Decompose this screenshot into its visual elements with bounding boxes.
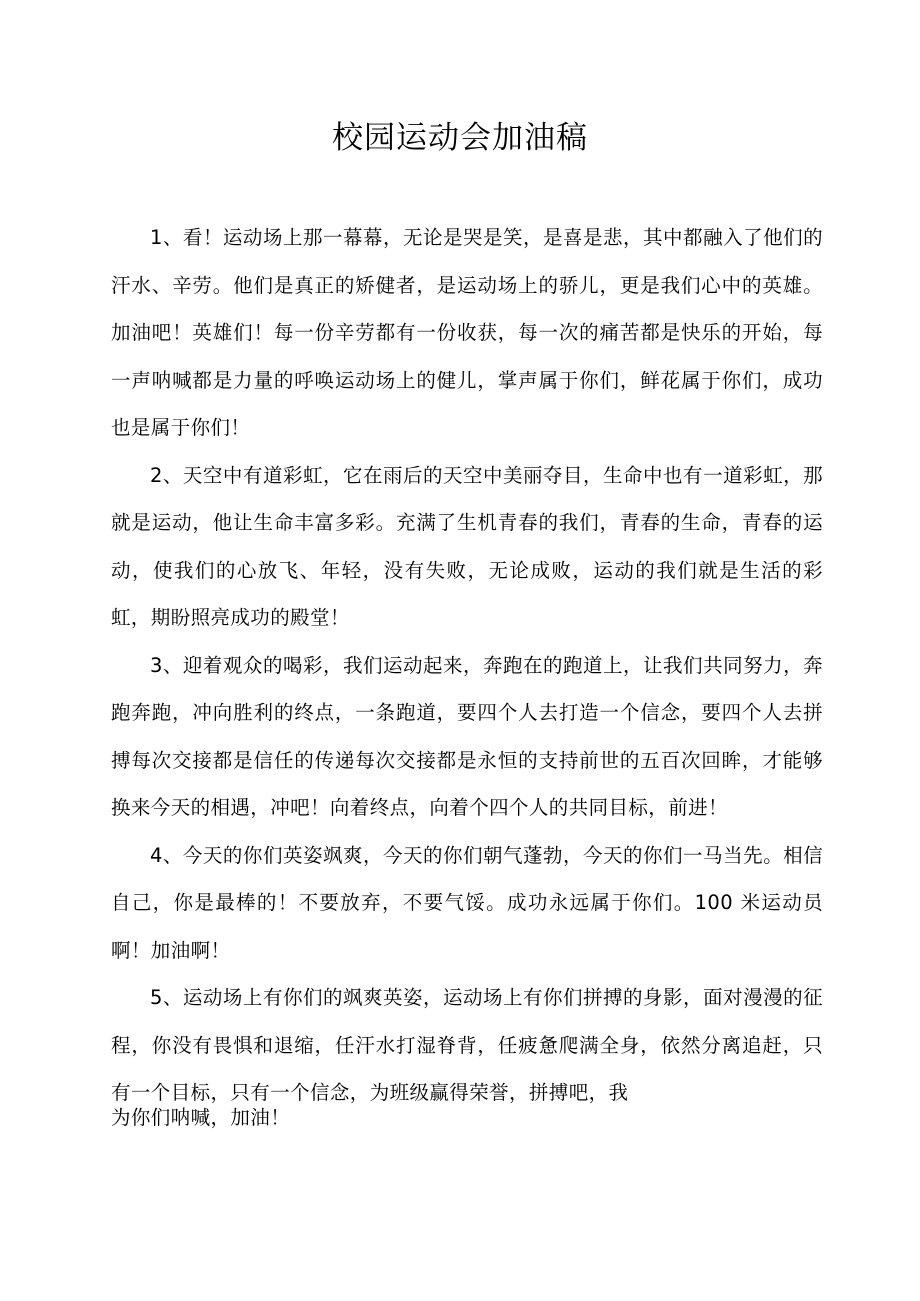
document-body: [111, 214, 823, 1131]
paragraph-4: 4、今天的你们英姿飒爽，今天的你们朝气蓬勃，今天的你们一马当先。相信自己，你是最棒的！不要放弃，不要气馁。成功永远属于你们。100 米运动员啊！加油啊！: [111, 843, 823, 962]
paragraph-2: 2、天空中有道彩虹，它在雨后的天空中美丽夺目，生命中也有一道彩虹，那就是运动，他让生命丰富多彩。充满了生机青春的我们，青春的生命，青春的运动，使我们的心放飞、年轻，没有失败，无论成败，运动的我们就是生活的彩虹，期盼照亮成功的殿堂！: [111, 463, 823, 629]
closing-line: 为你们呐喊，加油！: [111, 1105, 291, 1129]
paragraph-5: 5、运动场上有你们的飒爽英姿，运动场上有你们拼搏的身影，面对漫漫的征程，你没有畏惧和退缩，任汗水打湿脊背，任疲惫爬满全身，依然分离追赶，只有一个目标，只有一个信念，为班级赢得荣誉，拼搏吧，我: [111, 986, 823, 1104]
paragraph-3: 3、迎着观众的喝彩，我们运动起来，奔跑在的跑道上，让我们共同努力，奔跑奔跑，冲向胜利的终点，一条跑道，要四个人去打造一个信念，要四个人去拼搏每次交接都是信任的传递每次交接都是永恒的支持前世的五百次回眸，才能够换来今天的相遇，冲吧！向着终点，向着个四个人的共同目标，前进！: [111, 653, 823, 819]
paragraph-1: 1、看！运动场上那一幕幕，无论是哭是笑，是喜是悲，其中都融入了他们的汗水、辛劳。他们是真正的矫健者，是运动场上的骄儿，更是我们心中的英雄。加油吧！英雄们！每一份辛劳都有一份收获，每一次的痛苦都是快乐的开始，每一声呐喊都是力量的呼唤运动场上的健儿，掌声属于你们，鲜花属于你们，成功也是属于你们！: [111, 226, 823, 439]
page-title: 校园运动会加油稿: [332, 120, 588, 156]
